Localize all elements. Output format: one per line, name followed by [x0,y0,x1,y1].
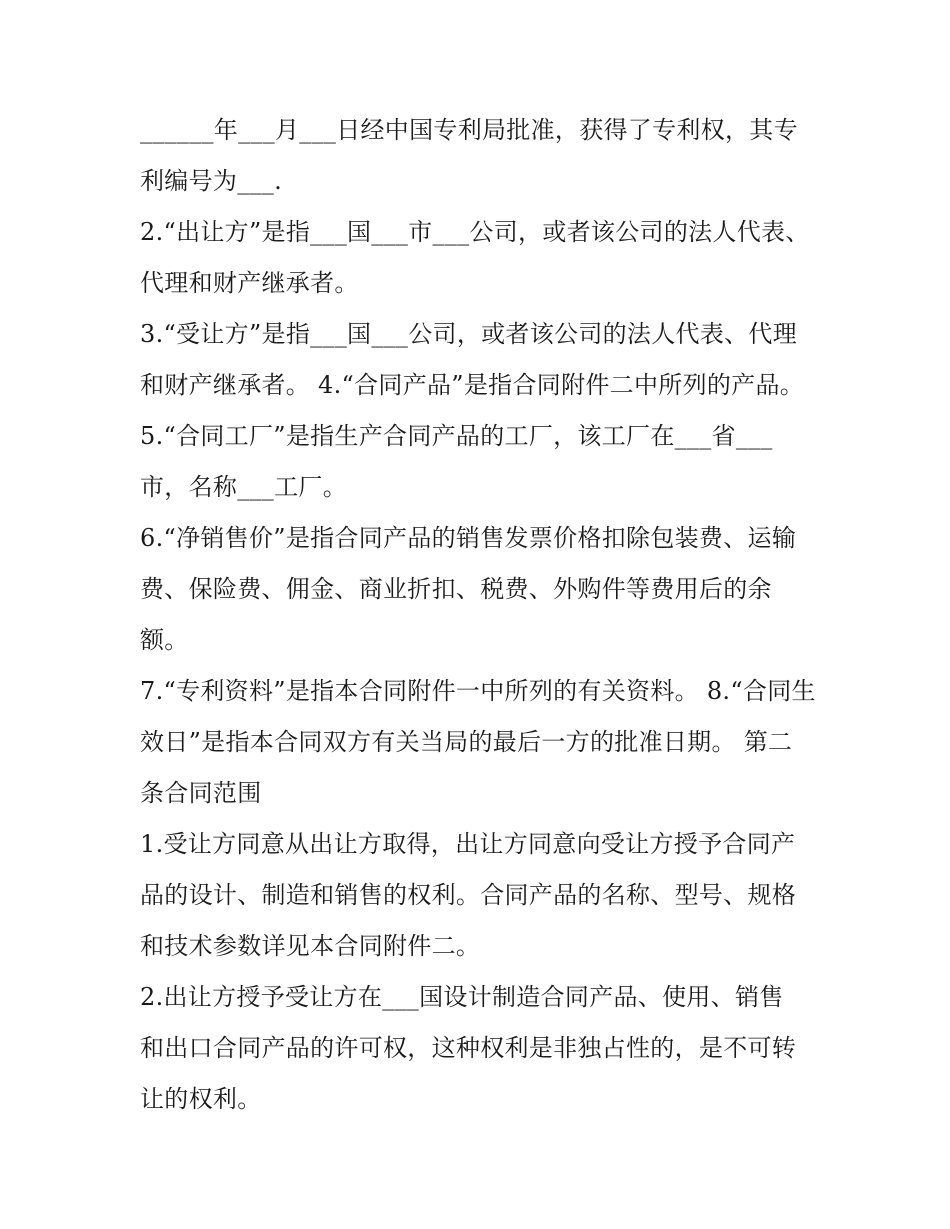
text-line: 和技术参数详见本合同附件二。 [140,932,481,960]
text-line: 代理和财产继承者。 [140,269,359,297]
text-line: 和出口合同产品的许可权，这种权利是非独占性的，是不可转 [140,1034,797,1062]
text-line: 2.“出让方”是指___国___市___公司，或者该公司的法人代表、 [140,218,810,246]
text-line: 6.“净销售价”是指合同产品的销售发票价格扣除包装费、运输 [140,524,797,552]
text-line: 2.出让方授予受让方在___国设计制造合同产品、使用、销售 [140,983,784,1011]
text-line: ______年___月___日经中国专利局批准，获得了专利权，其专 [140,116,798,144]
text-line: 和财产继承者。 4.“合同产品”是指合同附件二中所列的产品。 [140,371,805,399]
text-line: 条合同范围 [140,779,262,807]
document-body [140,105,820,1125]
text-line: 费、保险费、佣金、商业折扣、税费、外购件等费用后的余 [140,575,772,603]
text-line: 利编号为___. [140,167,283,195]
text-line: 1.受让方同意从出让方取得，出让方同意向受让方授予合同产 [140,830,796,858]
text-line: 让的权利。 [140,1085,262,1113]
text-line: 效日”是指本合同双方有关当局的最后一方的批准日期。 第二 [140,728,793,756]
text-line: 品的设计、制造和销售的权利。合同产品的名称、型号、规格 [140,881,797,909]
text-line: 7.“专利资料”是指本合同附件一中所列的有关资料。 8.“合同生 [140,677,816,705]
text-line: 市，名称___工厂。 [140,473,347,501]
text-line: 5.“合同工厂”是指生产合同产品的工厂，该工厂在___省___ [140,422,773,450]
text-line: 额。 [140,626,189,654]
text-line: 3.“受让方”是指___国___公司，或者该公司的法人代表、代理 [140,320,798,348]
